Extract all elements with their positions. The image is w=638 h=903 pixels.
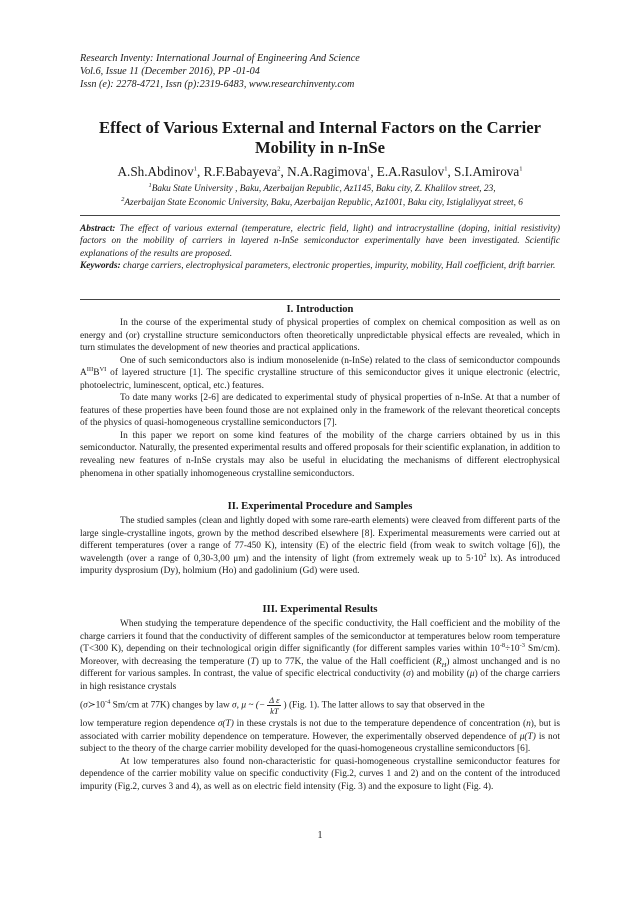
- author-affil-mark: 1: [366, 165, 371, 173]
- author-affil-mark: 1: [193, 165, 197, 173]
- journal-volume: Vol.6, Issue 11 (December 2016), PP -01-04: [80, 66, 260, 77]
- abstract: [80, 223, 560, 260]
- paragraph: When studying the temperature dependence of the specific conductivity, the Hall coefficient and the mobility of the charge carriers it found that the conductivity of different samples of the semiconductor at temperatures below room temperature (T<300 K), depending on their technological origin differ significantly (for different samples varies within $10^{-8}\div 10^{-3}$ Sm/cm). Moreover, with decreasing the temperature (T) up to 77K, the value of the Hall coefficient $(R_H)$ almost unchanged and is no different for various samples. In contrast, the value of specific electrical conductivity (σ) and mobility (μ) of the charge carriers in high resistance crystals: [80, 619, 561, 692]
- abstract-text: The effect of various external (temperature, electric field, light) and intracrystalline (doping, initial resistivity) factors on the mobility of carriers in layered n-InSe semiconductor experimentally have been investigated. Scientific explanations of the results are proposed.: [80, 224, 560, 259]
- affiliation-1: [62, 181, 582, 195]
- divider: [80, 215, 560, 216]
- paragraph: One of such semiconductors also is indium monoselenide (n-InSe) related to the class of semiconductor compounds $A^{III}B^{VI}$ of layered structure [1]. The specific crystalline structure of this semiconductor gives it unique electronic (electric, photoelectric, luminescent, optical, etc.) features.: [80, 355, 560, 391]
- introduction-body: [80, 317, 560, 480]
- section-heading-introduction: I. Introduction: [286, 304, 354, 315]
- author-affil-mark: 1: [444, 165, 448, 173]
- paragraph: At low temperatures also found non-characteristic for quasi-homogeneous crystalline semiconductor features for dependence of the carrier mobility value on specific conductivity (Fig.2, curves 1 and 2) and on the content of the introduced impurity (Fig.2, curves 3 and 4), as well as on electric field intensity (Fig. 3) and the exposure to light (Fig. 4).: [80, 756, 560, 793]
- author-name: , S.I.Amirova: [447, 164, 520, 179]
- paragraph: The studied samples (clean and lightly doped with some rare-earth elements) were cleaved from different parts of the large single-crystalline ingots, grown by the method described elsewhere [8]. Experimental measurements were carried out at different temperatures (over a range of 77-450 K), intensity (E) of the electric field (from weak to switch voltage [6]), the wavelength (over a range of 0,30-3,00 μm) and the intensity of light (from extremely weak up to $5\cdot 10^2$ lx). As introduced impurity dysprosium (Dy), holmium (Ho) and gadolinium (Gd) were used.: [80, 516, 560, 577]
- affil-text: Baku State University , Baku, Azerbaijan Republic, Az1145, Baku city, Z. Khalilov street, 23,: [151, 184, 496, 194]
- affil-mark: 2: [121, 195, 125, 203]
- section-heading-results: III. Experimental Results: [262, 604, 378, 615]
- author-affil-mark: 1: [519, 165, 523, 173]
- procedure-body: [80, 515, 560, 578]
- paragraph: In the course of the experimental study of physical properties of complex on chemical composition as well as on energy and (or) crystalline structure semiconductors often theoretically unpredictable physical effects are revealed, which in turn stimulates the development of new theories and practical applications.: [80, 318, 560, 354]
- section-heading-procedure: II. Experimental Procedure and Samples: [227, 501, 413, 512]
- journal-issn: Issn (e): 2278-4721, Issn (p):2319-6483, www.researchinventy.com: [80, 79, 355, 90]
- divider: [80, 299, 560, 300]
- paragraph: To date many works [2-6] are dedicated to experimental study of physical properties of n-InSe. At that a number of features of these properties have been found those are not explained only in the framework of the relevant theoretical concepts of the physics of quasi-homogeneous crystalline semiconductors [7].: [80, 393, 560, 429]
- author-name: , N.A.Ragimova: [280, 164, 367, 179]
- keywords: [80, 260, 560, 272]
- author-name: , R.F.Babayeva: [196, 164, 278, 179]
- abstract-block: [80, 223, 560, 272]
- page-number: 1: [317, 830, 323, 841]
- abstract-label: Abstract:: [80, 224, 116, 234]
- author-affil-mark: 2: [277, 165, 281, 173]
- paragraph: ($\sigma≻10^{-4}$ Sm/cm at 77K) changes by law σ, μ ~ (− $\frac{\text{Δ ε}}{kT}$ ) (Fig. 1). The latter allows to say that observed in the: [80, 695, 485, 717]
- author-name: , E.A.Rasulov: [370, 164, 445, 179]
- author-name: A.Sh.Abdinov: [117, 164, 194, 179]
- journal-name: Research Inventy: International Journal of Engineering And Science: [80, 53, 360, 64]
- results-body: [80, 618, 560, 794]
- paragraph: In this paper we report on some kind features of the mobility of the charge carriers obtained by us in this semiconductor. Naturally, the presented experimental results and offered proposals for their scientific explanation, in addition to revealing new features of n-InSe crystals may also be useful in elucidating the mechanisms of different electrophysical phenomena in other spatially inhomogeneous crystalline semiconductors.: [80, 430, 560, 479]
- author-list: [70, 164, 570, 180]
- affil-mark: 1: [148, 181, 152, 189]
- journal-header: [80, 52, 560, 91]
- affiliation-2: [62, 195, 582, 209]
- paragraph: low temperature region dependence σ(T) in these crystals is not due to the temperature dependence of concentration (n), but is associated with carrier mobility dependence on temperature. However, the experimentally observed dependence of μ(T) is not subject to the theory of the charge carrier mobility developed for the quasi-homogeneous crystalline semiconductors [6].: [80, 719, 560, 755]
- equation: σ, μ ~ (−: [232, 700, 266, 711]
- affil-text: Azerbaijan State Economic University, Baku, Azerbaijan Republic, Az1001, Baku city, Istiglaliyyat street, 6: [124, 198, 523, 208]
- keywords-text: charge carriers, electrophysical parameters, electronic properties, impurity, mobility, Hall coefficient, drift barrier.: [120, 260, 556, 271]
- keywords-label: Keywords:: [80, 260, 121, 271]
- paper-title: Effect of Various External and Internal Factors on the Carrier Mobility in n-InSe: [99, 118, 541, 157]
- equation-fraction: $\frac{\text{Δ ε}}{kT}$: [269, 695, 280, 717]
